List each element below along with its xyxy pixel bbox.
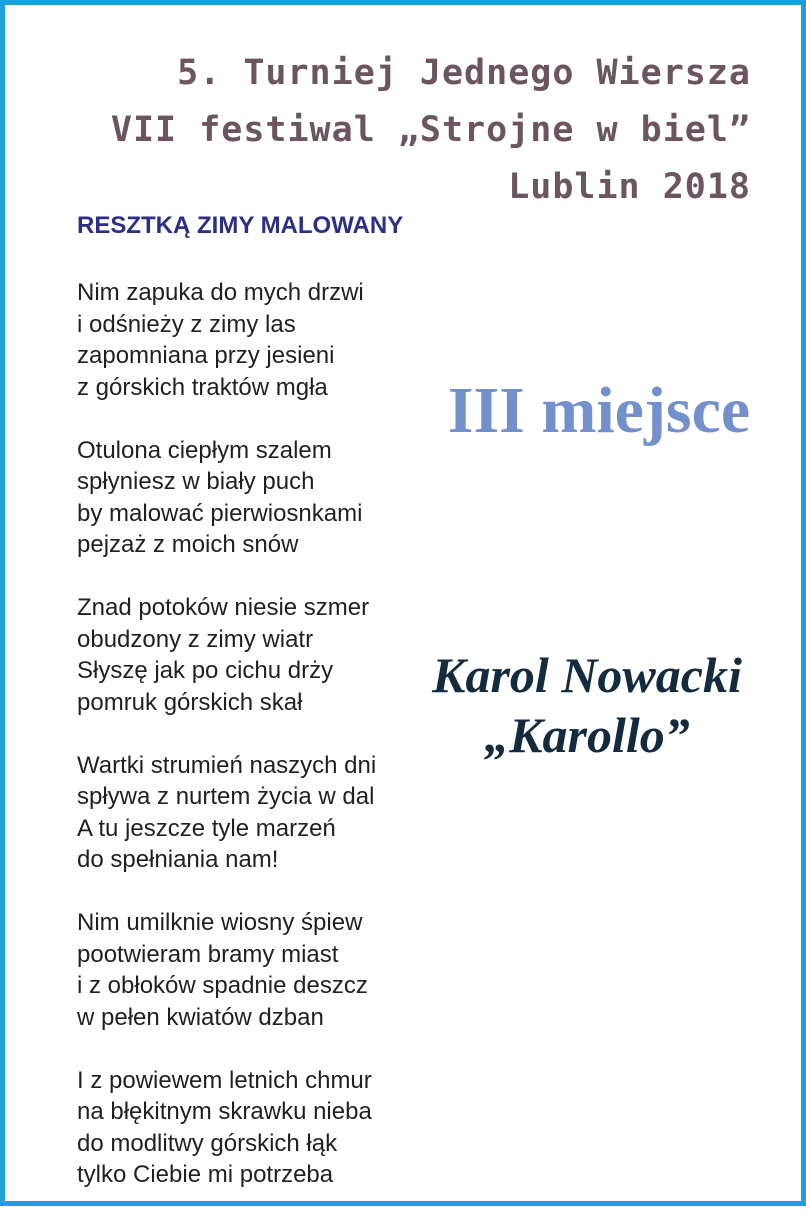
poem-line: do modlitwy górskich łąk (77, 1129, 338, 1157)
poem-line: I z powiewem letnich chmur (77, 1066, 372, 1094)
poem-line: A tu jeszcze tyle marzeń (77, 814, 336, 842)
stanza-1 (77, 277, 376, 403)
poem-line: do spełniania nam! (77, 846, 279, 873)
poem-line: Otulona ciepłym szalem (77, 436, 332, 464)
poem-line: obudzony z zimy wiatr (77, 625, 314, 653)
poem-line: tylko Ciebie mi potrzeba (77, 1161, 334, 1188)
tournament-name: 5. Turniej Jednego Wiersza (177, 53, 751, 93)
stanza-4 (77, 750, 376, 876)
poem-line: Nim zapuka do mych drzwi (77, 279, 364, 306)
poem-line: i z obłoków spadnie deszcz (77, 972, 368, 999)
poem-line: pootwieram bramy miast (77, 940, 339, 968)
festival-name: VII festiwal „Strojne w biel” (110, 110, 751, 150)
poem-line: pejzaż z moich snów (77, 531, 299, 558)
stanza-6 (77, 1065, 376, 1191)
poem-body (77, 277, 376, 1222)
poem-line: spłyniesz w biały puch (77, 468, 315, 495)
stanza-5 (77, 907, 376, 1033)
author-name: Karol Nowacki (432, 647, 742, 703)
award-place: III miejsce (447, 374, 751, 447)
poem-line: z górskich traktów mgła (77, 373, 328, 401)
poem-line: Wartki strumień naszych dni (77, 751, 377, 779)
poem-line: pomruk górskich skał (77, 688, 303, 716)
stanza-3 (77, 592, 376, 718)
poem-line: Znad potoków niesie szmer (77, 594, 370, 621)
author-pseudonym: „Karollo” (484, 707, 690, 763)
location-year: Lublin 2018 (508, 167, 751, 207)
stanza-2 (77, 435, 376, 561)
poem-line: by malować pierwiosnkami (77, 499, 363, 527)
author-block (409, 645, 765, 765)
poem-line: w pełen kwiatów dzban (77, 1003, 324, 1031)
poem-line: zapomniana przy jesieni (77, 342, 335, 369)
poem-line: i odśnieży z zimy las (77, 310, 296, 338)
festival-header (111, 45, 751, 216)
poem-line: Słyszę jak po cichu drży (77, 657, 334, 684)
poem-title: RESZTKĄ ZIMY MALOWANY (77, 212, 404, 239)
poem-line: spływa z nurtem życia w dal (77, 783, 375, 810)
poem-line: na błękitnym skrawku nieba (77, 1098, 372, 1125)
poem-line: Nim umilknie wiosny śpiew (77, 909, 363, 936)
